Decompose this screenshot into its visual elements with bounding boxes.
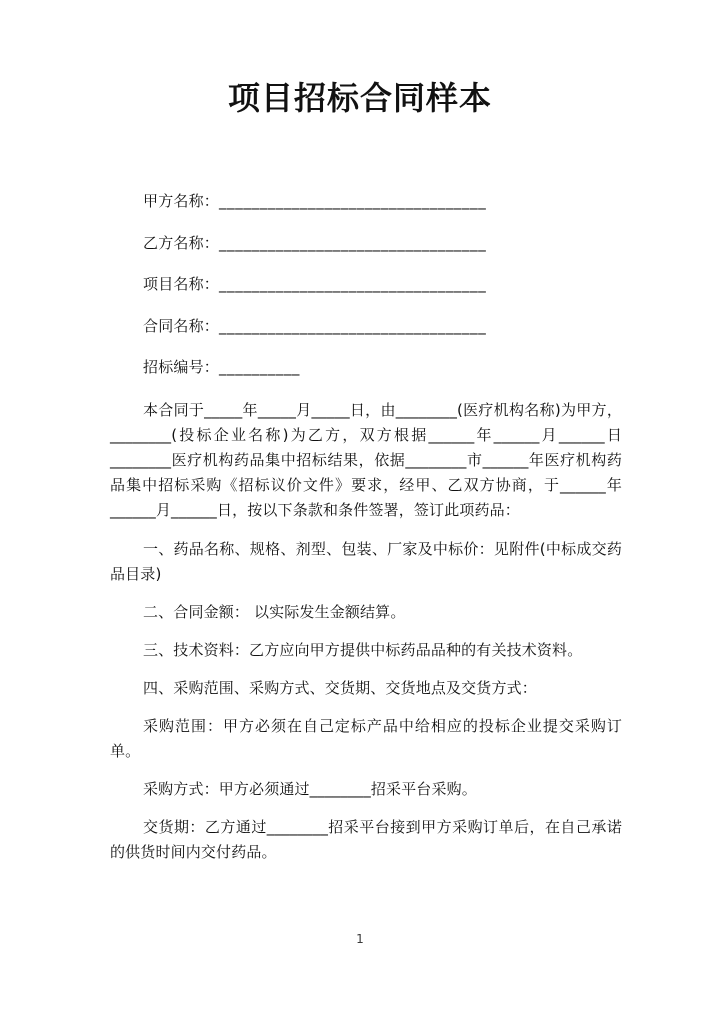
form-field-party-b-label: 乙方名称：: [143, 233, 220, 252]
form-field-project-name: [110, 273, 622, 296]
form-field-contract-name: [110, 315, 622, 338]
form-field-party-a: [110, 190, 622, 213]
form-field-bid-number-label: 招标编号：: [143, 358, 220, 376]
form-field-party-a-label: 甲方名称：: [143, 192, 220, 210]
form-field-contract-name-rule: _________________________________: [219, 316, 487, 335]
form-field-contract-name-label: 合同名称：: [143, 316, 220, 335]
paragraph-clause-one: 一、药品名称、规格、剂型、包装、厂家及中标价：见附件(中标成交药品目录): [110, 539, 622, 583]
paragraph-purchase-scope: 采购范围：甲方必须在自己定标产品中给相应的投标企业提交采购订单。: [110, 716, 622, 760]
paragraph-clause-three: 三、技术资料：乙方应向甲方提供中标药品品种的有关技术资料。: [143, 640, 583, 659]
page-title: 项目招标合同样本: [227, 79, 492, 117]
paragraph-clause-two: 二、合同金额： 以实际发生金额结算。: [143, 602, 406, 621]
form-field-party-a-rule: _________________________________: [219, 192, 487, 210]
form-field-party-b: [110, 232, 622, 255]
form-field-party-b-rule: _________________________________: [219, 233, 487, 252]
paragraph-clause-four: 四、采购范围、采购方式、交货期、交货地点及交货方式：: [143, 678, 537, 697]
form-field-project-name-rule: _________________________________: [219, 275, 487, 293]
paragraph-delivery-period: 交货期：乙方通过________招采平台接到甲方采购订单后，在自己承诺的供货时间内交付药品。: [110, 817, 622, 861]
page-number: 1: [356, 932, 364, 946]
paragraph-preamble: 本合同于_____年_____月_____日，由________(医疗机构名称)为甲方，________(投标企业名称)为乙方，双方根据______年______月______日________医疗机构药品集中招标结果，依据________市______年医疗机构药品集中招标采购《招标议价文件》要求，经甲、乙双方协商，于______年______月______日，按以下条款和条件签署，签订此项药品：: [110, 400, 622, 519]
document-body: [110, 190, 622, 878]
form-field-bid-number-rule: __________: [219, 358, 301, 376]
form-field-bid-number: [110, 356, 622, 379]
paragraph-purchase-method: 采购方式：甲方必须通过________招采平台采购。: [143, 779, 477, 798]
form-field-project-name-label: 项目名称：: [143, 275, 220, 293]
